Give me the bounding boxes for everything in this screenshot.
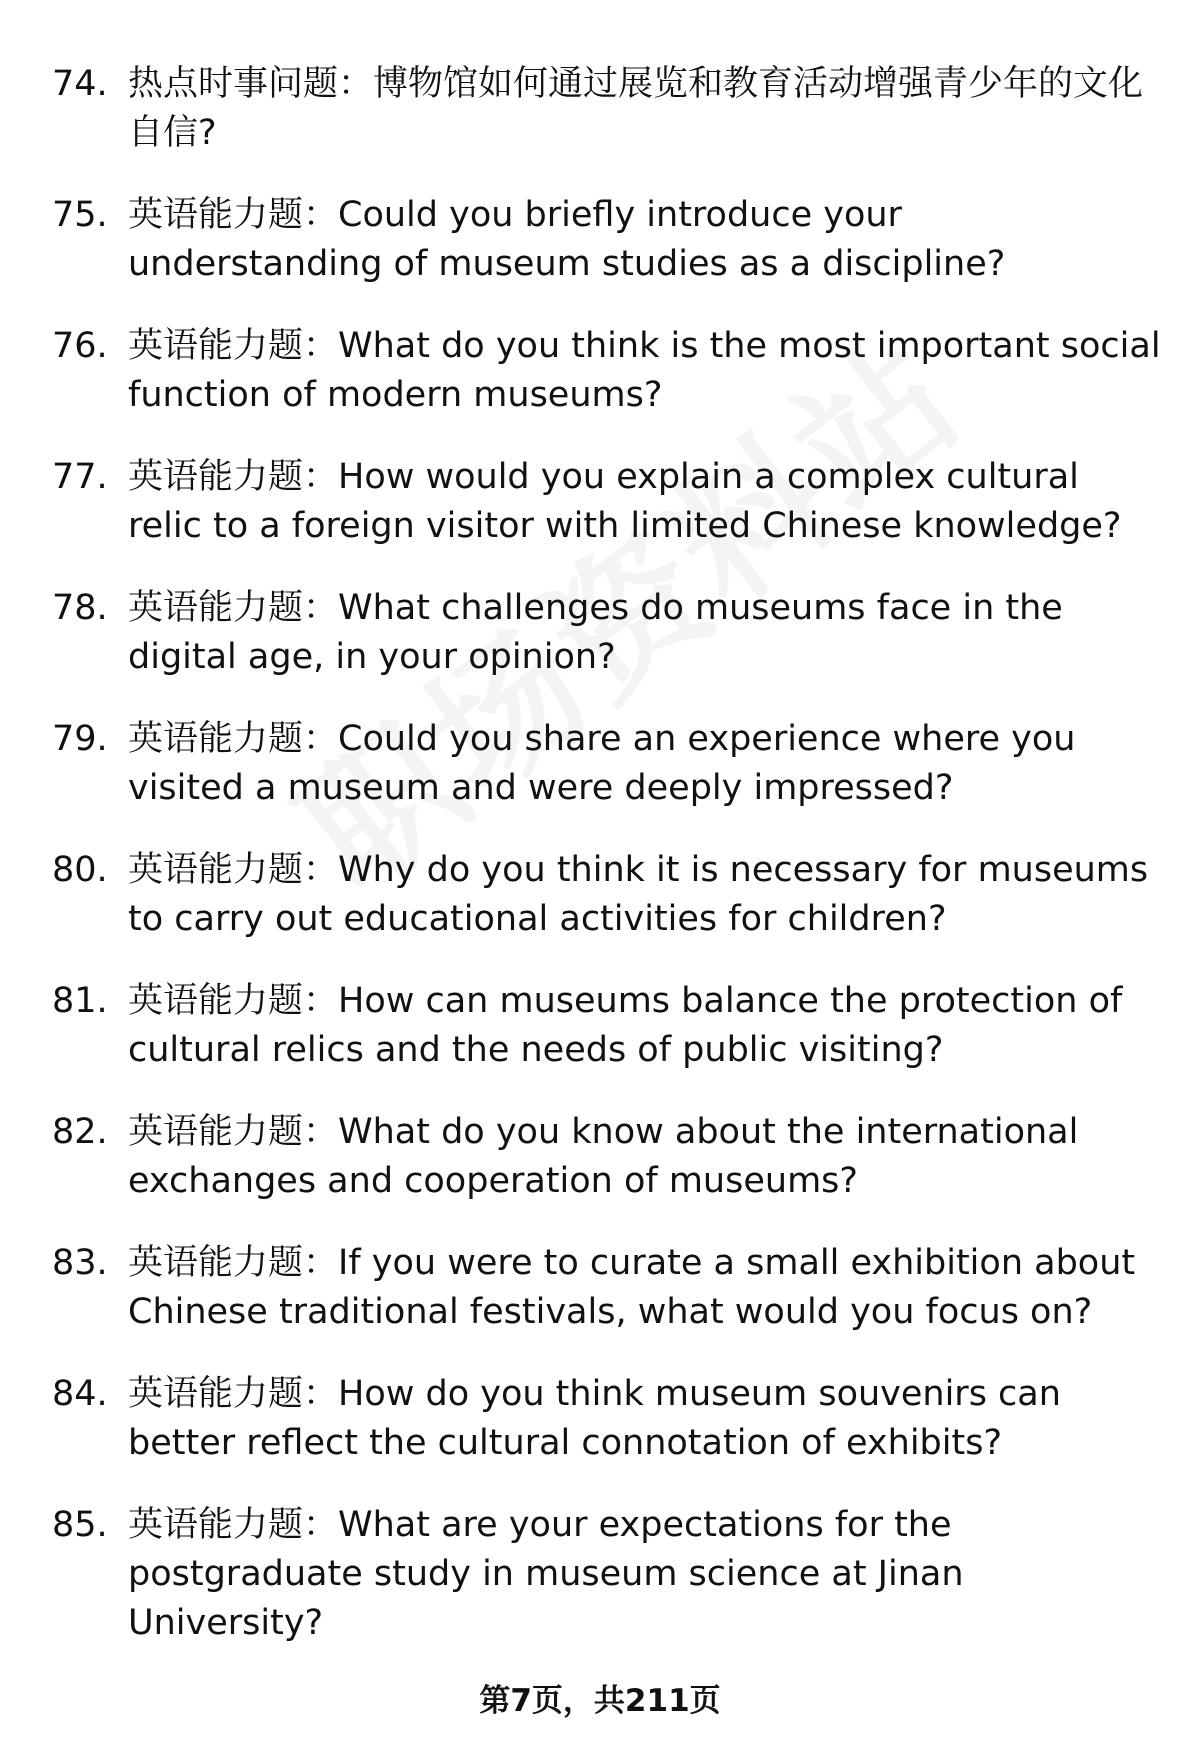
question-list bbox=[52, 60, 1162, 1681]
question-text: 英语能力题：Could you briefly introduce your understanding of museum studies as a discipline? bbox=[128, 195, 1006, 284]
question-text: 英语能力题：Why do you think it is necessary for museums to carry out educational activities for children? bbox=[128, 850, 1149, 939]
question-text: 英语能力题：How can museums balance the protection of cultural relics and the needs of public visiting? bbox=[128, 981, 1123, 1070]
question-item bbox=[52, 322, 1162, 420]
question-text: 英语能力题：What do you know about the international exchanges and cooperation of museums? bbox=[128, 1112, 1079, 1201]
question-text: 英语能力题：What do you think is the most important social function of modern museums? bbox=[128, 326, 1161, 415]
question-number: 74. bbox=[52, 64, 108, 104]
question-number: 80. bbox=[52, 850, 108, 890]
question-text: 英语能力题：How would you explain a complex cultural relic to a foreign visitor with limited Chinese knowledge? bbox=[128, 457, 1122, 546]
question-item bbox=[52, 1108, 1162, 1206]
question-item bbox=[52, 977, 1162, 1075]
question-item bbox=[52, 453, 1162, 551]
question-item bbox=[52, 584, 1162, 682]
question-number: 78. bbox=[52, 588, 108, 628]
question-item bbox=[52, 60, 1162, 158]
question-number: 79. bbox=[52, 719, 108, 759]
question-number: 82. bbox=[52, 1112, 108, 1152]
question-text: 英语能力题：What challenges do museums face in the digital age, in your opinion? bbox=[128, 588, 1063, 677]
question-item bbox=[52, 191, 1162, 289]
question-number: 85. bbox=[52, 1505, 108, 1545]
question-text: 英语能力题：How do you think museum souvenirs can better reflect the cultural connotation of exhibits? bbox=[128, 1374, 1061, 1463]
question-item bbox=[52, 1501, 1162, 1648]
question-item bbox=[52, 1370, 1162, 1468]
question-item bbox=[52, 1239, 1162, 1337]
question-number: 75. bbox=[52, 195, 108, 235]
question-number: 84. bbox=[52, 1374, 108, 1414]
question-text: 热点时事问题：博物馆如何通过展览和教育活动增强青少年的文化自信? bbox=[128, 64, 1144, 153]
question-text: 英语能力题：Could you share an experience where you visited a museum and were deeply impressed? bbox=[128, 719, 1076, 808]
question-text: 英语能力题：If you were to curate a small exhibition about Chinese traditional festivals, what would you focus on? bbox=[128, 1243, 1136, 1332]
question-item bbox=[52, 846, 1162, 944]
question-number: 81. bbox=[52, 981, 108, 1021]
page-footer: 第7页，共211页 bbox=[479, 1683, 721, 1719]
question-item bbox=[52, 715, 1162, 813]
question-number: 76. bbox=[52, 326, 108, 366]
question-number: 77. bbox=[52, 457, 108, 497]
question-number: 83. bbox=[52, 1243, 108, 1283]
question-text: 英语能力题：What are your expectations for the postgraduate study in museum science at Jinan University? bbox=[128, 1505, 964, 1643]
